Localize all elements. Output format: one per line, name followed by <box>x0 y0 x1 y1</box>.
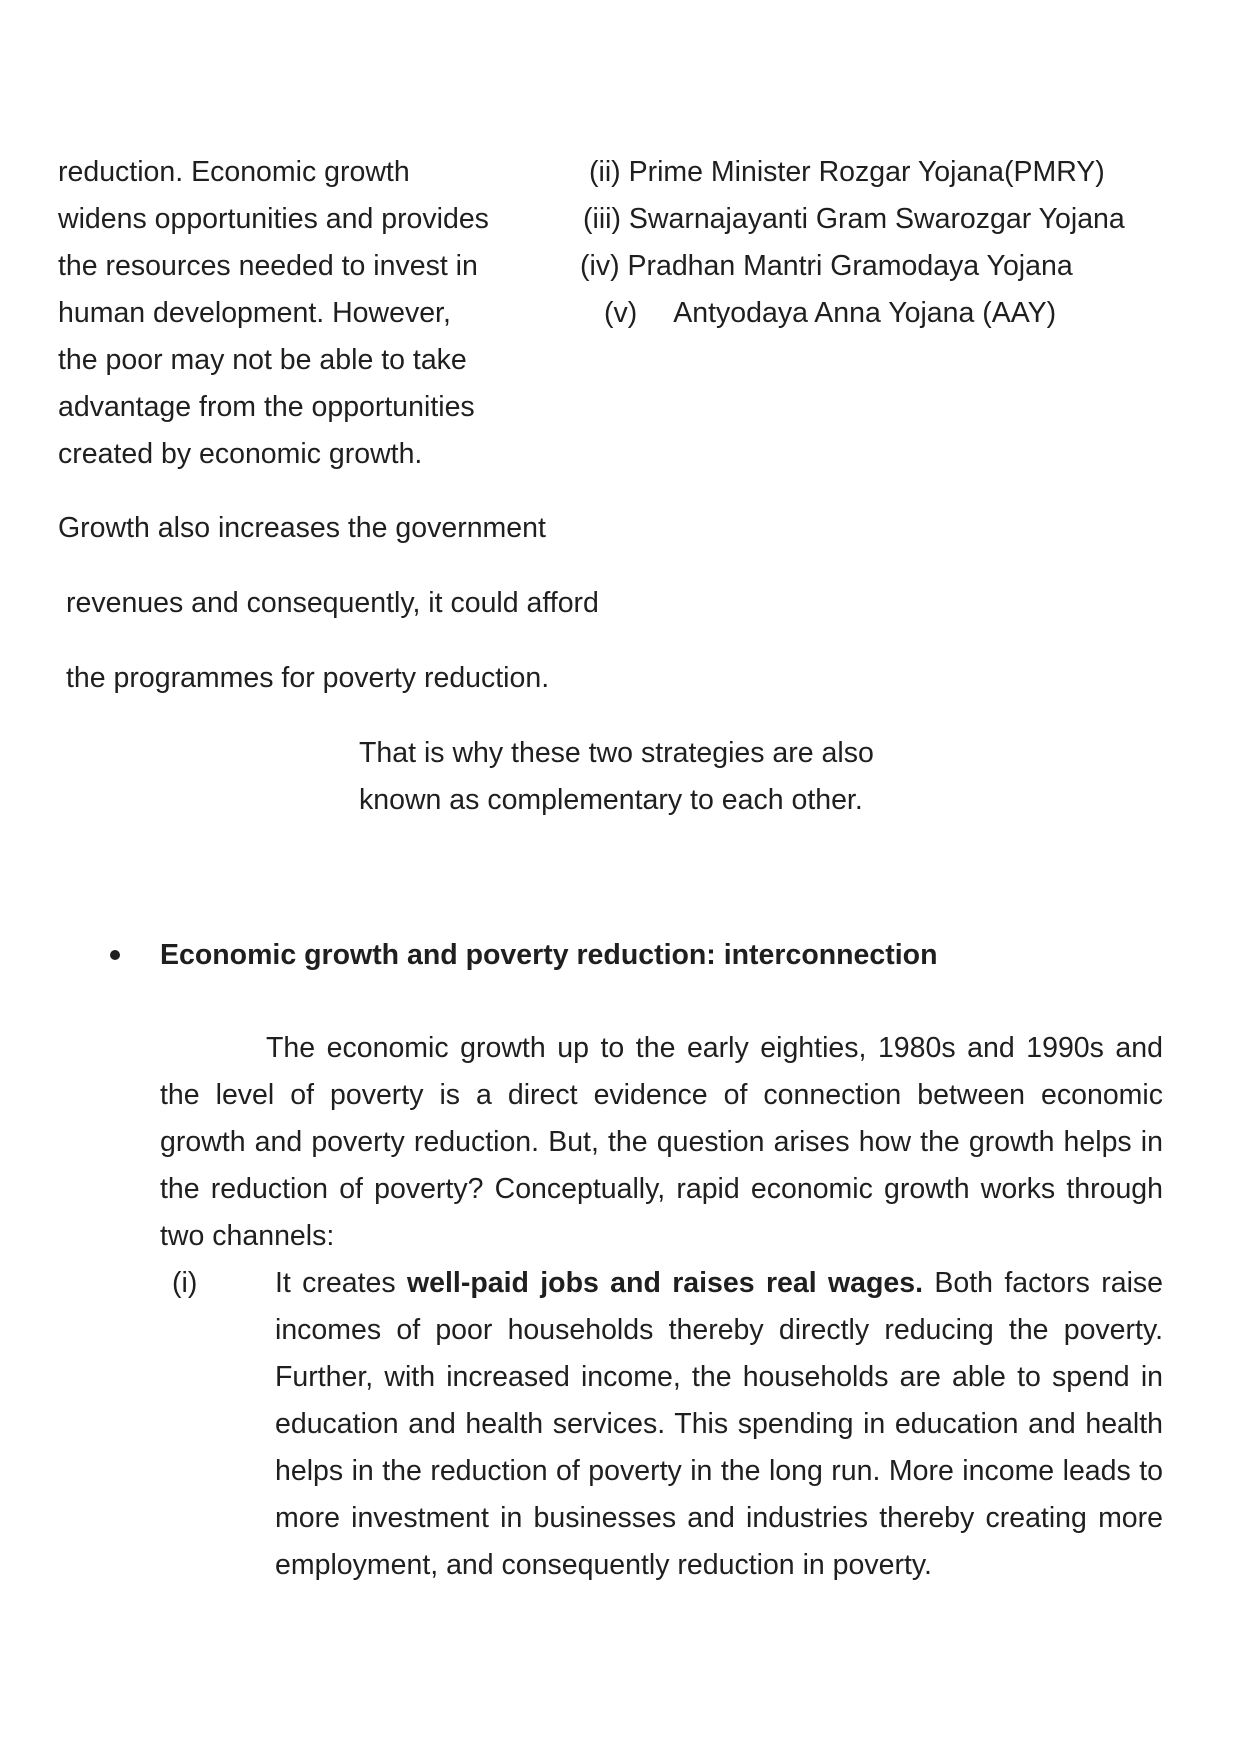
left-line: created by economic growth. <box>58 438 423 470</box>
section-paragraph-text: The economic growth up to the early eighties, 1980s and 1990s and the level of poverty is a direct evidence of connection between economic growth and poverty reduction. But, the question arises how the growth helps in the reduction of poverty? Conceptually, rapid economic growth works through two channels: <box>160 1032 1163 1252</box>
left-line: reduction. Economic growth <box>58 156 410 188</box>
left-line: human development. However, <box>58 297 451 329</box>
growth-line: the programmes for poverty reduction. <box>66 662 550 694</box>
scheme-item-label: (v) <box>604 297 638 329</box>
scheme-item: (ii) Prime Minister Rozgar Yojana(PMRY) <box>589 156 1105 188</box>
left-line: widens opportunities and provides <box>58 203 489 235</box>
complementary-line: known as complementary to each other. <box>359 784 863 816</box>
scheme-item-text: Antyodaya Anna Yojana (AAY) <box>673 297 1057 329</box>
item-bold: well-paid jobs and raises real wages. <box>406 1267 924 1299</box>
item-paragraph <box>275 1260 1163 1589</box>
section-heading: Economic growth and poverty reduction: interconnection <box>160 939 938 971</box>
left-line: advantage from the opportunities <box>58 391 475 423</box>
scheme-item: (iii) Swarnajayanti Gram Swarozgar Yojana <box>583 203 1125 235</box>
left-line: the resources needed to invest in <box>58 250 478 282</box>
growth-line: Growth also increases the government <box>58 512 546 544</box>
left-line: the poor may not be able to take <box>58 344 467 376</box>
scheme-list <box>580 149 1125 337</box>
scheme-item: (iv) Pradhan Mantri Gramodaya Yojana <box>580 250 1073 282</box>
growth-line: revenues and consequently, it could afford <box>66 587 599 619</box>
item-lead: It creates <box>275 1267 396 1299</box>
item-label: (i) <box>172 1267 198 1299</box>
left-column <box>58 149 489 478</box>
item-rest: Both factors raise incomes of poor households thereby directly reducing the poverty. Further, with increased income, the households are able to spend in education and health services. This spending in education and health helps in the reduction of poverty in the long run. More income leads to more investment in businesses and industries thereby creating more employment, and consequently reduction in poverty. <box>275 1267 1163 1581</box>
complementary-line: That is why these two strategies are also <box>359 737 874 769</box>
scheme-item <box>604 290 1125 337</box>
section-paragraph <box>160 1025 1163 1260</box>
bullet-icon <box>110 950 120 960</box>
